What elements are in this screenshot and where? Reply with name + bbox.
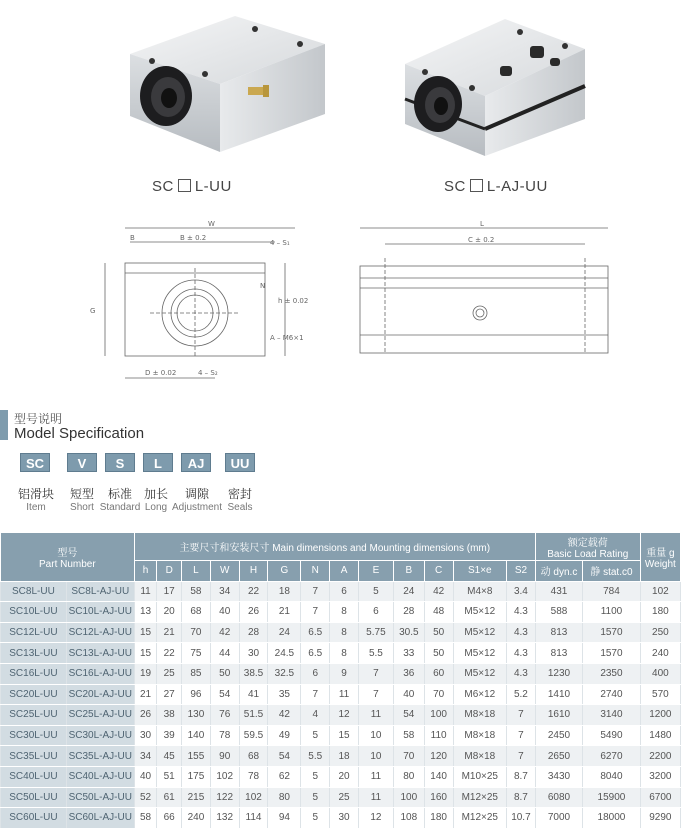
value-cell: 7: [301, 684, 330, 705]
value-cell: 28: [393, 602, 424, 623]
blank-box-icon: [470, 179, 483, 192]
value-cell: 18: [268, 581, 301, 602]
code-label-en: Adjustment: [171, 502, 223, 513]
value-cell: 8040: [583, 766, 641, 787]
table-row: [1, 787, 681, 808]
value-cell: 34: [210, 581, 239, 602]
part-number-cell: SC13L-UU: [1, 643, 67, 664]
value-cell: 18: [330, 746, 359, 767]
load-rating-header: 额定载荷 Basic Load Rating: [535, 533, 640, 561]
value-cell: 50: [424, 622, 453, 643]
value-cell: 813: [535, 622, 582, 643]
value-cell: 38: [157, 705, 182, 726]
value-cell: 51.5: [239, 705, 268, 726]
value-cell: 2200: [640, 746, 680, 767]
value-cell: M10×25: [453, 766, 506, 787]
value-cell: 1410: [535, 684, 582, 705]
value-cell: 3200: [640, 766, 680, 787]
value-cell: 6080: [535, 787, 582, 808]
value-cell: 18000: [583, 808, 641, 829]
column-header: 静 stat.c0: [583, 561, 641, 582]
value-cell: 50: [210, 663, 239, 684]
svg-text:C ± 0.2: C ± 0.2: [468, 236, 495, 244]
part-number-cell: SC35L-UU: [1, 746, 67, 767]
column-header: H: [239, 561, 268, 582]
value-cell: 10.7: [507, 808, 536, 829]
value-cell: 35: [268, 684, 301, 705]
value-cell: 40: [393, 684, 424, 705]
value-cell: M12×25: [453, 808, 506, 829]
value-cell: 250: [640, 622, 680, 643]
column-header: A: [330, 561, 359, 582]
column-header: 动 dyn.c: [535, 561, 582, 582]
value-cell: 17: [157, 581, 182, 602]
value-cell: 60: [424, 663, 453, 684]
value-cell: 8.7: [507, 766, 536, 787]
section-title-cn: 型号说明: [14, 412, 63, 426]
value-cell: 11: [330, 684, 359, 705]
value-cell: 15900: [583, 787, 641, 808]
value-cell: 21: [157, 622, 182, 643]
section-marker: [0, 410, 8, 440]
value-cell: 4.3: [507, 602, 536, 623]
part-number-header: 型号 Part Number: [1, 533, 135, 582]
code-label-cn: 密封: [227, 487, 252, 501]
value-cell: 19: [134, 663, 157, 684]
column-header: h: [134, 561, 157, 582]
value-cell: 80: [268, 787, 301, 808]
part-number-cell: SC10L-UU: [1, 602, 67, 623]
value-cell: 26: [134, 705, 157, 726]
value-cell: 180: [424, 808, 453, 829]
value-cell: 1100: [583, 602, 641, 623]
value-cell: 8.7: [507, 787, 536, 808]
value-cell: 33: [393, 643, 424, 664]
value-cell: 41: [239, 684, 268, 705]
value-cell: 54: [268, 746, 301, 767]
value-cell: 140: [182, 725, 211, 746]
value-cell: 160: [424, 787, 453, 808]
value-cell: 21: [268, 602, 301, 623]
caption-sc-l-uu: SC L-UU: [152, 178, 232, 195]
code-box-l: L: [143, 453, 173, 472]
svg-text:4 – S₂: 4 – S₂: [198, 369, 218, 377]
value-cell: 66: [157, 808, 182, 829]
value-cell: 36: [393, 663, 424, 684]
value-cell: 24.5: [268, 643, 301, 664]
code-label-cn: 加长: [143, 487, 168, 501]
value-cell: 20: [157, 602, 182, 623]
value-cell: 1480: [640, 725, 680, 746]
column-header: D: [157, 561, 182, 582]
value-cell: 6: [330, 581, 359, 602]
value-cell: 9290: [640, 808, 680, 829]
code-box-sc: SC: [20, 453, 50, 472]
value-cell: 90: [210, 746, 239, 767]
value-cell: 15: [330, 725, 359, 746]
value-cell: 61: [157, 787, 182, 808]
svg-text:G: G: [90, 307, 96, 315]
value-cell: 4.3: [507, 663, 536, 684]
product-photo-sc-l-aj-uu: [400, 4, 590, 159]
value-cell: 6270: [583, 746, 641, 767]
part-number-cell: SC50L-AJ-UU: [66, 787, 134, 808]
part-number-cell: SC35L-AJ-UU: [66, 746, 134, 767]
value-cell: 30: [330, 808, 359, 829]
code-label-en: Standard: [99, 502, 141, 513]
value-cell: 50: [424, 643, 453, 664]
value-cell: 22: [157, 643, 182, 664]
value-cell: 132: [210, 808, 239, 829]
value-cell: 1570: [583, 643, 641, 664]
dimension-table: [0, 532, 681, 829]
svg-text:N: N: [260, 282, 266, 290]
value-cell: 5: [301, 766, 330, 787]
value-cell: 58: [134, 808, 157, 829]
column-header: S2: [507, 561, 536, 582]
part-number-cell: SC30L-UU: [1, 725, 67, 746]
svg-text:B ± 0.2: B ± 0.2: [180, 234, 207, 242]
value-cell: 8: [330, 643, 359, 664]
part-number-cell: SC12L-AJ-UU: [66, 622, 134, 643]
part-number-cell: SC12L-UU: [1, 622, 67, 643]
value-cell: 12: [330, 705, 359, 726]
value-cell: 45: [157, 746, 182, 767]
svg-text:4 – S₁: 4 – S₁: [270, 239, 290, 247]
value-cell: 784: [583, 581, 641, 602]
value-cell: 6.5: [301, 643, 330, 664]
value-cell: 8: [330, 622, 359, 643]
table-row: [1, 684, 681, 705]
value-cell: 48: [424, 602, 453, 623]
value-cell: 76: [210, 705, 239, 726]
value-cell: 70: [393, 746, 424, 767]
value-cell: 24: [268, 622, 301, 643]
part-number-cell: SC10L-AJ-UU: [66, 602, 134, 623]
code-box-v: V: [67, 453, 97, 472]
dims-header: 主要尺寸和安装尺寸 Main dimensions and Mounting dimensions (mm): [134, 533, 535, 561]
value-cell: M8×18: [453, 725, 506, 746]
part-number-cell: SC50L-UU: [1, 787, 67, 808]
svg-text:A – M6×1: A – M6×1: [270, 334, 304, 342]
value-cell: M5×12: [453, 622, 506, 643]
value-cell: 40: [210, 602, 239, 623]
value-cell: 13: [134, 602, 157, 623]
value-cell: 1200: [640, 705, 680, 726]
value-cell: 3430: [535, 766, 582, 787]
value-cell: 100: [424, 705, 453, 726]
value-cell: 34: [134, 746, 157, 767]
value-cell: 11: [134, 581, 157, 602]
column-header: E: [358, 561, 393, 582]
column-header: G: [268, 561, 301, 582]
value-cell: 6: [301, 663, 330, 684]
weight-header: 重量 g Weight: [640, 533, 680, 582]
svg-text:W: W: [208, 220, 215, 228]
value-cell: 8: [330, 602, 359, 623]
code-label-cn: 短型: [69, 487, 94, 501]
value-cell: 100: [393, 787, 424, 808]
value-cell: 120: [424, 746, 453, 767]
value-cell: 49: [268, 725, 301, 746]
code-box-aj: AJ: [181, 453, 211, 472]
value-cell: M5×12: [453, 602, 506, 623]
part-number-cell: SC40L-UU: [1, 766, 67, 787]
part-number-cell: SC25L-AJ-UU: [66, 705, 134, 726]
table-row: [1, 705, 681, 726]
value-cell: 42: [210, 622, 239, 643]
part-number-cell: SC30L-AJ-UU: [66, 725, 134, 746]
value-cell: M5×12: [453, 643, 506, 664]
value-cell: 58: [393, 725, 424, 746]
value-cell: 2650: [535, 746, 582, 767]
technical-drawing-front-view: [80, 218, 330, 388]
value-cell: 5.75: [358, 622, 393, 643]
value-cell: 80: [393, 766, 424, 787]
value-cell: 5: [301, 787, 330, 808]
value-cell: 3140: [583, 705, 641, 726]
value-cell: 38.5: [239, 663, 268, 684]
table-row: [1, 643, 681, 664]
value-cell: 1570: [583, 622, 641, 643]
value-cell: 70: [182, 622, 211, 643]
value-cell: 122: [210, 787, 239, 808]
value-cell: M12×25: [453, 787, 506, 808]
table-row: [1, 766, 681, 787]
value-cell: 27: [157, 684, 182, 705]
value-cell: 7: [507, 746, 536, 767]
value-cell: 51: [157, 766, 182, 787]
value-cell: 25: [157, 663, 182, 684]
model-code-legend: [10, 450, 260, 522]
part-number-cell: SC20L-AJ-UU: [66, 684, 134, 705]
value-cell: 240: [182, 808, 211, 829]
part-number-cell: SC13L-AJ-UU: [66, 643, 134, 664]
value-cell: 1610: [535, 705, 582, 726]
value-cell: 21: [134, 684, 157, 705]
value-cell: 70: [424, 684, 453, 705]
part-number-cell: SC20L-UU: [1, 684, 67, 705]
table-row: [1, 808, 681, 829]
column-header: W: [210, 561, 239, 582]
value-cell: 59.5: [239, 725, 268, 746]
value-cell: 11: [358, 705, 393, 726]
value-cell: 39: [157, 725, 182, 746]
column-header: N: [301, 561, 330, 582]
part-number-cell: SC16L-UU: [1, 663, 67, 684]
product-photo-sc-l-uu: [120, 4, 330, 154]
value-cell: 215: [182, 787, 211, 808]
svg-text:L: L: [480, 220, 484, 228]
value-cell: 78: [239, 766, 268, 787]
value-cell: 10: [358, 725, 393, 746]
value-cell: 1230: [535, 663, 582, 684]
table-row: [1, 725, 681, 746]
value-cell: 7: [301, 581, 330, 602]
value-cell: 5: [301, 808, 330, 829]
value-cell: 4.3: [507, 643, 536, 664]
caption-sc-l-aj-uu: SC L-AJ-UU: [444, 178, 548, 195]
value-cell: 42: [424, 581, 453, 602]
technical-drawing-side-view: [350, 218, 620, 368]
value-cell: 9: [330, 663, 359, 684]
value-cell: 11: [358, 766, 393, 787]
code-label-cn: 标准: [107, 487, 132, 501]
value-cell: 68: [182, 602, 211, 623]
value-cell: 175: [182, 766, 211, 787]
code-box-uu: UU: [225, 453, 255, 472]
value-cell: 26: [239, 602, 268, 623]
column-header: B: [393, 561, 424, 582]
value-cell: 7000: [535, 808, 582, 829]
value-cell: 813: [535, 643, 582, 664]
value-cell: 75: [182, 643, 211, 664]
value-cell: 30: [134, 725, 157, 746]
column-header: S1×e: [453, 561, 506, 582]
value-cell: 28: [239, 622, 268, 643]
value-cell: 2450: [535, 725, 582, 746]
value-cell: 12: [358, 808, 393, 829]
value-cell: 102: [210, 766, 239, 787]
value-cell: 94: [268, 808, 301, 829]
value-cell: M4×8: [453, 581, 506, 602]
value-cell: 5.5: [301, 746, 330, 767]
value-cell: 400: [640, 663, 680, 684]
value-cell: 6.5: [301, 622, 330, 643]
value-cell: M8×18: [453, 746, 506, 767]
table-row: [1, 622, 681, 643]
value-cell: 30.5: [393, 622, 424, 643]
value-cell: 6: [358, 602, 393, 623]
table-row: [1, 663, 681, 684]
svg-text:h ± 0.02: h ± 0.02: [278, 297, 309, 305]
value-cell: 54: [393, 705, 424, 726]
value-cell: 7: [507, 725, 536, 746]
value-cell: 40: [134, 766, 157, 787]
value-cell: 15: [134, 622, 157, 643]
value-cell: 140: [424, 766, 453, 787]
value-cell: M6×12: [453, 684, 506, 705]
value-cell: 130: [182, 705, 211, 726]
value-cell: 54: [210, 684, 239, 705]
value-cell: 5: [358, 581, 393, 602]
value-cell: 62: [268, 766, 301, 787]
column-header: C: [424, 561, 453, 582]
value-cell: 4: [301, 705, 330, 726]
value-cell: 22: [239, 581, 268, 602]
value-cell: 44: [210, 643, 239, 664]
code-label-cn: 铝滑块: [17, 487, 54, 501]
value-cell: 155: [182, 746, 211, 767]
part-number-cell: SC60L-AJ-UU: [66, 808, 134, 829]
value-cell: 5.2: [507, 684, 536, 705]
value-cell: 2350: [583, 663, 641, 684]
column-header: L: [182, 561, 211, 582]
value-cell: 102: [640, 581, 680, 602]
value-cell: 5490: [583, 725, 641, 746]
code-label-en: Item: [26, 502, 46, 513]
value-cell: 10: [358, 746, 393, 767]
value-cell: 42: [268, 705, 301, 726]
value-cell: 96: [182, 684, 211, 705]
value-cell: 7: [301, 602, 330, 623]
part-number-cell: SC8L-UU: [1, 581, 67, 602]
table-row: [1, 581, 681, 602]
value-cell: 24: [393, 581, 424, 602]
part-number-cell: SC25L-UU: [1, 705, 67, 726]
code-label-en: Long: [144, 502, 168, 513]
value-cell: 78: [210, 725, 239, 746]
part-number-cell: SC16L-AJ-UU: [66, 663, 134, 684]
value-cell: 110: [424, 725, 453, 746]
value-cell: 108: [393, 808, 424, 829]
table-row: [1, 602, 681, 623]
value-cell: 15: [134, 643, 157, 664]
value-cell: 2740: [583, 684, 641, 705]
value-cell: 5: [301, 725, 330, 746]
value-cell: 30: [239, 643, 268, 664]
table-row: [1, 746, 681, 767]
svg-text:D ± 0.02: D ± 0.02: [145, 369, 177, 377]
value-cell: 180: [640, 602, 680, 623]
code-box-s: S: [105, 453, 135, 472]
value-cell: 32.5: [268, 663, 301, 684]
value-cell: 6700: [640, 787, 680, 808]
value-cell: 5.5: [358, 643, 393, 664]
value-cell: 114: [239, 808, 268, 829]
value-cell: 431: [535, 581, 582, 602]
value-cell: 68: [239, 746, 268, 767]
part-number-cell: SC8L-AJ-UU: [66, 581, 134, 602]
part-number-cell: SC40L-AJ-UU: [66, 766, 134, 787]
value-cell: 58: [182, 581, 211, 602]
value-cell: 570: [640, 684, 680, 705]
value-cell: M8×18: [453, 705, 506, 726]
code-label-en: Short: [70, 502, 94, 513]
value-cell: 3.4: [507, 581, 536, 602]
code-label-en: Seals: [227, 502, 253, 513]
svg-text:B: B: [130, 234, 135, 242]
value-cell: 588: [535, 602, 582, 623]
section-title-en: Model Specification: [14, 425, 145, 442]
value-cell: 11: [358, 787, 393, 808]
value-cell: 85: [182, 663, 211, 684]
value-cell: 7: [358, 684, 393, 705]
value-cell: 52: [134, 787, 157, 808]
value-cell: 25: [330, 787, 359, 808]
value-cell: 4.3: [507, 622, 536, 643]
value-cell: 7: [507, 705, 536, 726]
part-number-cell: SC60L-UU: [1, 808, 67, 829]
blank-box-icon: [178, 179, 191, 192]
value-cell: M5×12: [453, 663, 506, 684]
value-cell: 102: [239, 787, 268, 808]
value-cell: 240: [640, 643, 680, 664]
value-cell: 20: [330, 766, 359, 787]
code-label-cn: 调隙: [184, 487, 209, 501]
value-cell: 7: [358, 663, 393, 684]
